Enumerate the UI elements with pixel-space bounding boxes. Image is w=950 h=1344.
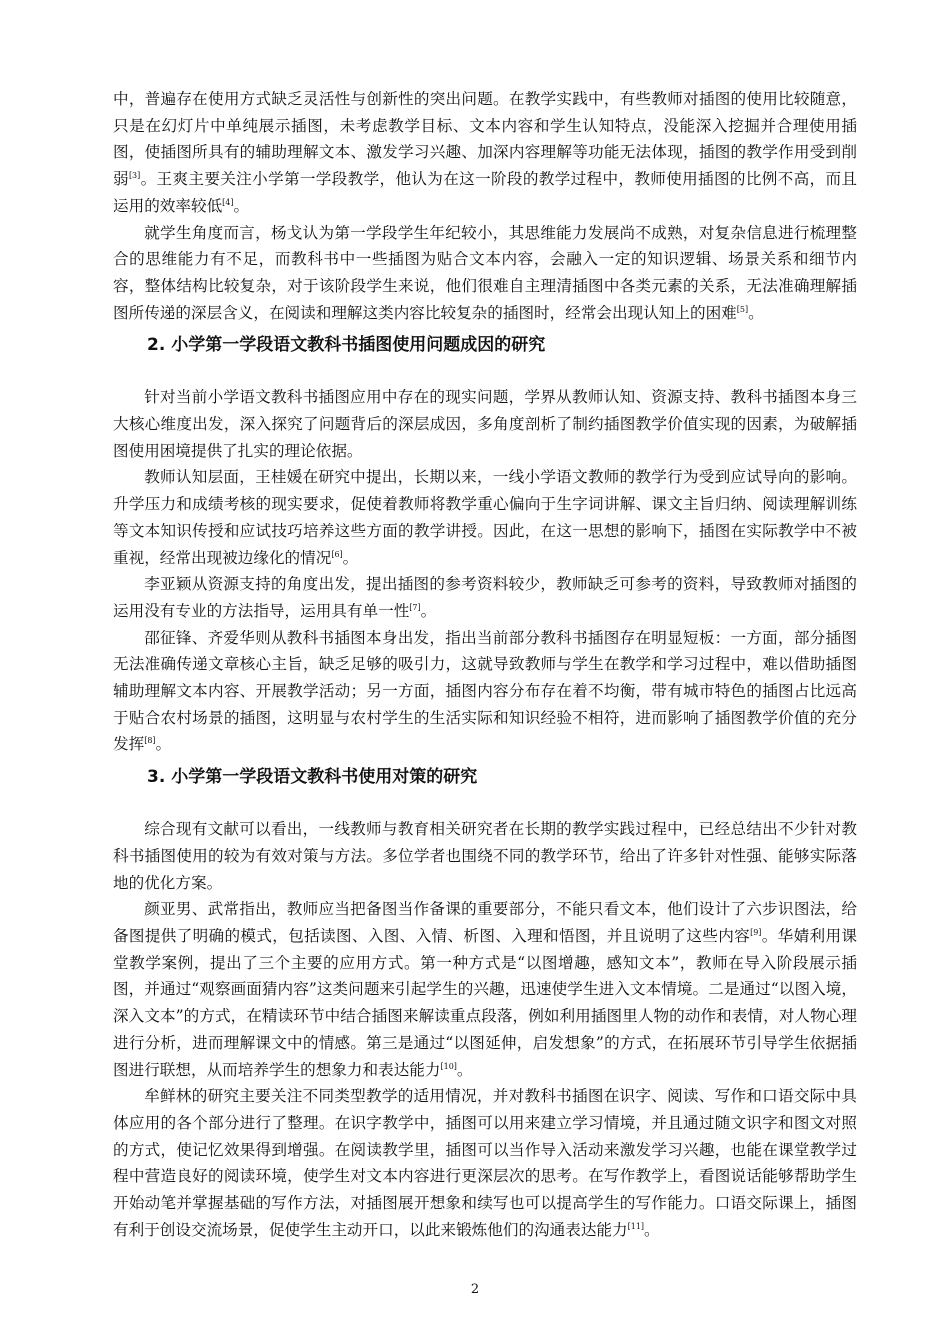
paragraph-6: 邵征锋、齐爱华则从教科书插图本身出发，指出当前部分教科书插图存在明显短板：一方面，部分插图无法准确传递文章核心主旨，缺乏足够的吸引力，这就导致教师与学生在教学和学习过程中，难以借助插图辅助理解文本内容、开展教学活动；另一方面，插图内容分布存在着不均衡，带有城市特色的插图占比远高于贴合农村场景的插图，这明显与农村学生的生活实际和知识经验不相符，进而影响了插图教学价值的充分发挥[8]。 bbox=[113, 628, 857, 754]
section-heading-2: 2. 小学第一学段语文教科书插图使用问题成因的研究 bbox=[147, 335, 546, 356]
section-heading-3: 3. 小学第一学段语文教科书使用对策的研究 bbox=[147, 767, 478, 788]
paragraph-8: 颜亚男、武常指出，教师应当把备图当作备课的重要部分，不能只看文本，他们设计了六步识图法，给备图提供了明确的模式，包括读图、入图、入情、析图、入理和悟图，并且说明了这些内容[9]。华婧利用课堂教学案例，提出了三个主要的应用方式。第一种方式是“以图增趣，感知文本”，教师在导入阶段展示插图，并通过“观察画面猜内容”这类问题来引起学生的兴趣，迅速使学生进入文本情境。二是通过“以图入境，深入文本”的方式，在精读环节中结合插图来解读重点段落，例如利用插图里人物的动作和表情，对人物心理进行分析，进而理解课文中的情感。第三是通过“以图延伸，启发想象”的方式，在拓展环节引导学生依据插图进行联想，从而培养学生的想象力和表达能力[10]。 bbox=[113, 900, 857, 1079]
paragraph-9: 牟鲜林的研究主要关注不同类型教学的适用情况，并对教科书插图在识字、阅读、写作和口语交际中具体应用的各个部分进行了整理。在识字教学中，插图可以用来建立学习情境，并且通过随文识字和图文对照的方式，使记忆效果得到增强。在阅读教学里，插图可以当作导入活动来激发学习兴趣，也能在课堂教学过程中营造良好的阅读环境，使学生对文本内容进行更深层次的思考。在写作教学上，看图说话能够帮助学生开始动笔并掌握基础的写作方法，对插图展开想象和续写也可以提高学生的写作能力。口语交际课上，插图有利于创设交流场景，促使学生主动开口，以此来锻炼他们的沟通表达能力[11]。 bbox=[113, 1087, 857, 1239]
document-body bbox=[113, 86, 857, 1243]
citation-11: [11] bbox=[627, 1221, 645, 1231]
citation-6: [6] bbox=[331, 549, 343, 559]
paragraph-5: 李亚颖从资源支持的角度出发，提出插图的参考资料较少，教师缺乏可参考的资料，导致教师对插图的运用没有专业的方法指导，运用具有单一性[7]。 bbox=[113, 575, 857, 620]
citation-3: [3] bbox=[128, 170, 141, 180]
citation-9: [9] bbox=[750, 927, 762, 937]
citation-7: [7] bbox=[409, 602, 421, 612]
page-number: 2 bbox=[470, 1282, 480, 1297]
paragraph-2: 就学生角度而言，杨戈认为第一学段学生年纪较小，其思维能力发展尚不成熟，对复杂信息进行梳理整合的思维能力有不足，而教科书中一些插图为贴合文本内容，会融入一定的知识逻辑、场景关系和细节内容，整体结构比较复杂，对于该阶段学生来说，他们很难自主理清插图中各类元素的关系，无法准确理解插图所传递的深层含义，在阅读和理解这类内容比较复杂的插图时，经常会出现认知上的困难[5]。 bbox=[113, 223, 857, 322]
paragraph-7: 综合现有文献可以看出，一线教师与教育相关研究者在长期的教学实践过程中，已经总结出不少针对教科书插图使用的较为有效对策与方法。多位学者也围绕不同的教学环节，给出了许多针对性强、能够实际落地的优化方案。 bbox=[113, 820, 857, 892]
paragraph-3: 针对当前小学语文教科书插图应用中存在的现实问题，学界从教师认知、资源支持、教科书插图本身三大核心维度出发，深入探究了问题背后的深层成因，多角度剖析了制约插图教学价值实现的因素，为破解插图使用困境提供了扎实的理论依据。 bbox=[113, 388, 857, 460]
citation-8: [8] bbox=[144, 736, 156, 746]
paragraph-4: 教师认知层面，王桂媛在研究中提出，长期以来，一线小学语文教师的教学行为受到应试导向的影响。升学压力和成绩考核的现实要求，促使着教师将教学重心偏向于生字词讲解、课文主旨归纳、阅读理解训练等文本知识传授和应试技巧培养这些方面的教学讲授。因此，在这一思想的影响下，插图在实际教学中不被重视，经常出现被边缘化的情况[6]。 bbox=[113, 468, 857, 567]
citation-10: [10] bbox=[440, 1061, 457, 1071]
citation-4: [4] bbox=[222, 197, 234, 207]
paragraph-1: 中，普遍存在使用方式缺乏灵活性与创新性的突出问题。在教学实践中，有些教师对插图的使用比较随意，只是在幻灯片中单纯展示插图，未考虑教学目标、文本内容和学生认知特点，没能深入挖掘并合理使用插图，使插图所具有的辅助理解文本、激发学习兴趣、加深内容理解等功能无法体现，插图的教学作用受到削弱[3]。王爽主要关注小学第一学段教学，他认为在这一阶段的教学过程中，教师使用插图的比例不高，而且运用的效率较低[4]。 bbox=[113, 90, 857, 215]
citation-5: [5] bbox=[736, 304, 749, 314]
